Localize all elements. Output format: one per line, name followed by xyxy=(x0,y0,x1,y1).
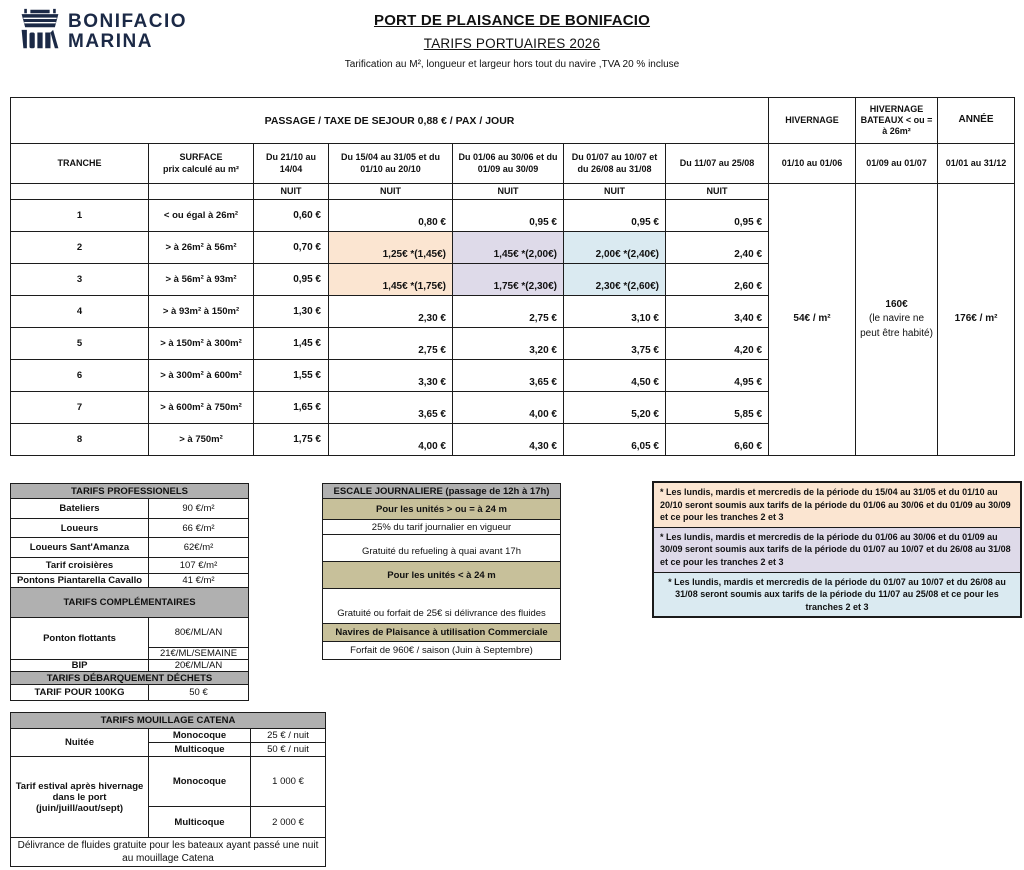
col-header-period5: Du 11/07 au 25/08 xyxy=(666,144,769,184)
price-cell: 3,65 € xyxy=(453,360,564,392)
price-cell: 1,55 € xyxy=(254,360,329,392)
price-cell: 3,75 € xyxy=(564,328,666,360)
ponton-value-an: 80€/ML/AN xyxy=(149,618,249,648)
empty-cell xyxy=(11,184,149,200)
ponton-flottants-label: Ponton flottants xyxy=(11,618,149,660)
price-cell: 2,30 € xyxy=(329,296,453,328)
table-row xyxy=(11,618,249,648)
escale-row-navires-commerciale: Navires de Plaisance à utilisation Commerciale xyxy=(323,624,561,642)
pro-value: 62€/m² xyxy=(149,538,249,558)
pro-section-header: TARIFS PROFESSIONELS xyxy=(11,484,249,499)
col-header-tranche: TRANCHE xyxy=(11,144,149,184)
hivernage-bateaux-value: 160€ xyxy=(885,298,908,310)
passage-header-cell: PASSAGE / TAXE DE SEJOUR 0,88 € / PAX / JOUR xyxy=(11,98,769,144)
tarifs-professionnels-table xyxy=(10,483,249,701)
col-header-period4: Du 01/07 au 10/07 et du 26/08 au 31/08 xyxy=(564,144,666,184)
price-cell: 4,00 € xyxy=(329,424,453,456)
pro-section-header: TARIFS COMPLÉMENTAIRES xyxy=(11,588,249,618)
escale-row-unites-inf24: Pour les unités < à 24 m xyxy=(323,562,561,589)
note-peach: * Les lundis, mardis et mercredis de la période du 15/04 au 31/05 et du 01/10 au 20/10 seront soumis aux tarifs de la période du 01/06 au 30/06 et du 01/09 au 30/09 et ce pour les tranches 2 et 3 xyxy=(654,483,1020,527)
empty-cell xyxy=(149,184,254,200)
price-cell: 2,60 € xyxy=(666,264,769,296)
tranche-cell: 2 xyxy=(11,232,149,264)
surface-cell: > à 56m² à 93m² xyxy=(149,264,254,296)
annee-period-cell: 01/01 au 31/12 xyxy=(938,144,1015,184)
page-title: PORT DE PLAISANCE DE BONIFACIO xyxy=(373,12,651,29)
surface-cell: > à 600m² à 750m² xyxy=(149,392,254,424)
escale-row-gratuite-forfait: Gratuité ou forfait de 25€ si délivrance des fluides xyxy=(323,589,561,624)
price-cell: 1,30 € xyxy=(254,296,329,328)
hivernage-bateaux-header-cell: HIVERNAGE BATEAUX < ou = à 26m² xyxy=(856,98,938,144)
annee-value-cell: 176€ / m² xyxy=(938,184,1015,456)
price-cell: 6,60 € xyxy=(666,424,769,456)
col-header-period2: Du 15/04 au 31/05 et du 01/10 au 20/10 xyxy=(329,144,453,184)
surface-cell: > à 300m² à 600m² xyxy=(149,360,254,392)
price-cell: 3,20 € xyxy=(453,328,564,360)
tranche-cell: 6 xyxy=(11,360,149,392)
price-cell-highlight-lavender: 1,45€ *(2,00€) xyxy=(453,232,564,264)
passage-tariff-table xyxy=(10,97,1015,456)
tranche-cell: 8 xyxy=(11,424,149,456)
price-cell: 3,10 € xyxy=(564,296,666,328)
price-cell: 4,50 € xyxy=(564,360,666,392)
monocoque-nuit-value: 25 € / nuit xyxy=(251,729,326,743)
price-cell: 0,95 € xyxy=(254,264,329,296)
hivernage-value-cell: 54€ / m² xyxy=(769,184,856,456)
pro-label: Tarif croisières xyxy=(11,558,149,574)
price-cell-highlight-lavender: 1,75€ *(2,30€) xyxy=(453,264,564,296)
escale-header: ESCALE JOURNALIERE (passage de 12h à 17h) xyxy=(323,484,561,499)
document-header xyxy=(262,12,762,70)
catena-header: TARIFS MOUILLAGE CATENA xyxy=(11,713,326,729)
surface-cell: > à 26m² à 56m² xyxy=(149,232,254,264)
surface-line1: SURFACE xyxy=(179,152,223,163)
price-cell-highlight-blue: 2,30€ *(2,60€) xyxy=(564,264,666,296)
hivernage-bateaux-value-note: (le navire ne peut être habité) xyxy=(860,313,933,339)
pro-value: 107 €/m² xyxy=(149,558,249,574)
nuit-label: NUIT xyxy=(666,184,769,200)
surface-cell: > à 150m² à 300m² xyxy=(149,328,254,360)
escale-journaliere-table xyxy=(322,483,561,660)
logo-wordmark xyxy=(68,12,187,51)
tranche-cell: 1 xyxy=(11,200,149,232)
price-cell: 4,20 € xyxy=(666,328,769,360)
price-cell-highlight-peach: 1,25€ *(1,45€) xyxy=(329,232,453,264)
col-header-period3: Du 01/06 au 30/06 et du 01/09 au 30/09 xyxy=(453,144,564,184)
annee-header-cell: ANNÉE xyxy=(938,98,1015,144)
price-cell: 0,95 € xyxy=(666,200,769,232)
surface-cell: < ou égal à 26m² xyxy=(149,200,254,232)
table-row xyxy=(11,538,249,558)
table-row xyxy=(11,729,326,743)
col-header-period1: Du 21/10 au 14/04 xyxy=(254,144,329,184)
pro-label: Bateliers xyxy=(11,499,149,519)
pro-section-header: TARIFS DÉBARQUEMENT DÉCHETS xyxy=(11,672,249,685)
nuit-label: NUIT xyxy=(329,184,453,200)
price-cell: 5,20 € xyxy=(564,392,666,424)
pro-value: 66 €/m² xyxy=(149,519,249,538)
multicoque-label: Multicoque xyxy=(149,807,251,838)
tranche-cell: 4 xyxy=(11,296,149,328)
escale-row-unites-sup24: Pour les unités > ou = à 24 m xyxy=(323,499,561,520)
monocoque-estival-value: 1 000 € xyxy=(251,757,326,807)
bonifacio-marina-logo xyxy=(18,8,187,55)
pro-label: Pontons Piantarella Cavallo xyxy=(11,574,149,588)
price-cell: 1,75 € xyxy=(254,424,329,456)
bip-label: BIP xyxy=(11,660,149,672)
price-cell: 3,65 € xyxy=(329,392,453,424)
tarif-estival-label: Tarif estival après hivernage dans le port (juin/juill/aout/sept) xyxy=(11,757,149,838)
boat-logo-icon xyxy=(18,8,62,55)
logo-line1: BONIFACIO xyxy=(68,11,188,33)
pro-value: 90 €/m² xyxy=(149,499,249,519)
escale-row-forfait-960: Forfait de 960€ / saison (Juin à Septembre) xyxy=(323,642,561,660)
table-row xyxy=(11,499,249,519)
price-cell: 0,95 € xyxy=(453,200,564,232)
period-notes-box xyxy=(652,481,1022,618)
price-cell: 4,00 € xyxy=(453,392,564,424)
monocoque-label: Monocoque xyxy=(149,757,251,807)
mouillage-catena-table xyxy=(10,712,326,867)
note-blue: * Les lundis, mardis et mercredis de la période du 01/07 au 10/07 et du 26/08 au 31/08 seront soumis aux tarifs de la période du 11/07 au 25/08 et ce pour les tranches 2 et 3 xyxy=(654,572,1020,617)
surface-line2: prix calculé au m² xyxy=(162,163,240,174)
table-row xyxy=(11,558,249,574)
ponton-value-semaine: 21€/ML/SEMAINE xyxy=(149,648,249,660)
escale-row-refueling: Gratuité du refueling à quai avant 17h xyxy=(323,535,561,562)
surface-cell: > à 750m² xyxy=(149,424,254,456)
pro-label: Loueurs xyxy=(11,519,149,538)
nuit-label: NUIT xyxy=(564,184,666,200)
table-row xyxy=(11,519,249,538)
price-cell: 0,70 € xyxy=(254,232,329,264)
pro-label: Loueurs Sant'Amanza xyxy=(11,538,149,558)
dechets-value: 50 € xyxy=(149,685,249,701)
price-cell: 0,60 € xyxy=(254,200,329,232)
escale-row-25pct: 25% du tarif journalier en vigueur xyxy=(323,520,561,535)
price-cell: 0,95 € xyxy=(564,200,666,232)
price-cell: 1,45 € xyxy=(254,328,329,360)
bip-value: 20€/ML/AN xyxy=(149,660,249,672)
nuit-label: NUIT xyxy=(254,184,329,200)
surface-cell: > à 93m² à 150m² xyxy=(149,296,254,328)
price-cell: 2,40 € xyxy=(666,232,769,264)
tranche-cell: 3 xyxy=(11,264,149,296)
price-cell-highlight-blue: 2,00€ *(2,40€) xyxy=(564,232,666,264)
nuit-label: NUIT xyxy=(453,184,564,200)
page-note: Tarification au M², longueur et largeur hors tout du navire ,TVA 20 % incluse xyxy=(344,59,680,70)
price-cell: 3,30 € xyxy=(329,360,453,392)
price-cell: 6,05 € xyxy=(564,424,666,456)
pro-value: 41 €/m² xyxy=(149,574,249,588)
col-header-surface xyxy=(149,144,254,184)
multicoque-estival-value: 2 000 € xyxy=(251,807,326,838)
table-row xyxy=(11,685,249,701)
nuitee-label: Nuitée xyxy=(11,729,149,757)
price-cell: 4,95 € xyxy=(666,360,769,392)
price-cell: 2,75 € xyxy=(329,328,453,360)
price-cell: 0,80 € xyxy=(329,200,453,232)
price-cell: 4,30 € xyxy=(453,424,564,456)
hivernage-header-cell: HIVERNAGE xyxy=(769,98,856,144)
multicoque-nuit-value: 50 € / nuit xyxy=(251,743,326,757)
hivernage-period-cell: 01/10 au 01/06 xyxy=(769,144,856,184)
price-cell-highlight-peach: 1,45€ *(1,75€) xyxy=(329,264,453,296)
note-lavender: * Les lundis, mardis et mercredis de la période du 01/06 au 30/06 et du 01/09 au 30/09 seront soumis aux tarifs de la période du 01/07 au 10/07 et du 26/08 au 31/08 et ce pour les tranches 2 et 3 xyxy=(654,527,1020,572)
price-cell: 2,75 € xyxy=(453,296,564,328)
price-cell: 3,40 € xyxy=(666,296,769,328)
logo-line2: MARINA xyxy=(68,30,153,52)
table-row xyxy=(11,757,326,807)
price-cell: 5,85 € xyxy=(666,392,769,424)
tranche-cell: 7 xyxy=(11,392,149,424)
dechets-label: TARIF POUR 100KG xyxy=(11,685,149,701)
price-cell: 1,65 € xyxy=(254,392,329,424)
table-row xyxy=(11,574,249,588)
hivernage-bateaux-period-cell: 01/09 au 01/07 xyxy=(856,144,938,184)
multicoque-label: Multicoque xyxy=(149,743,251,757)
tranche-cell: 5 xyxy=(11,328,149,360)
hivernage-bateaux-value-cell xyxy=(856,184,938,456)
table-row xyxy=(11,660,249,672)
monocoque-label: Monocoque xyxy=(149,729,251,743)
page-subtitle: TARIFS PORTUAIRES 2026 xyxy=(423,36,601,51)
catena-footer-note: Délivrance de fluides gratuite pour les bateaux ayant passé une nuit au mouillage Catena xyxy=(11,838,326,867)
